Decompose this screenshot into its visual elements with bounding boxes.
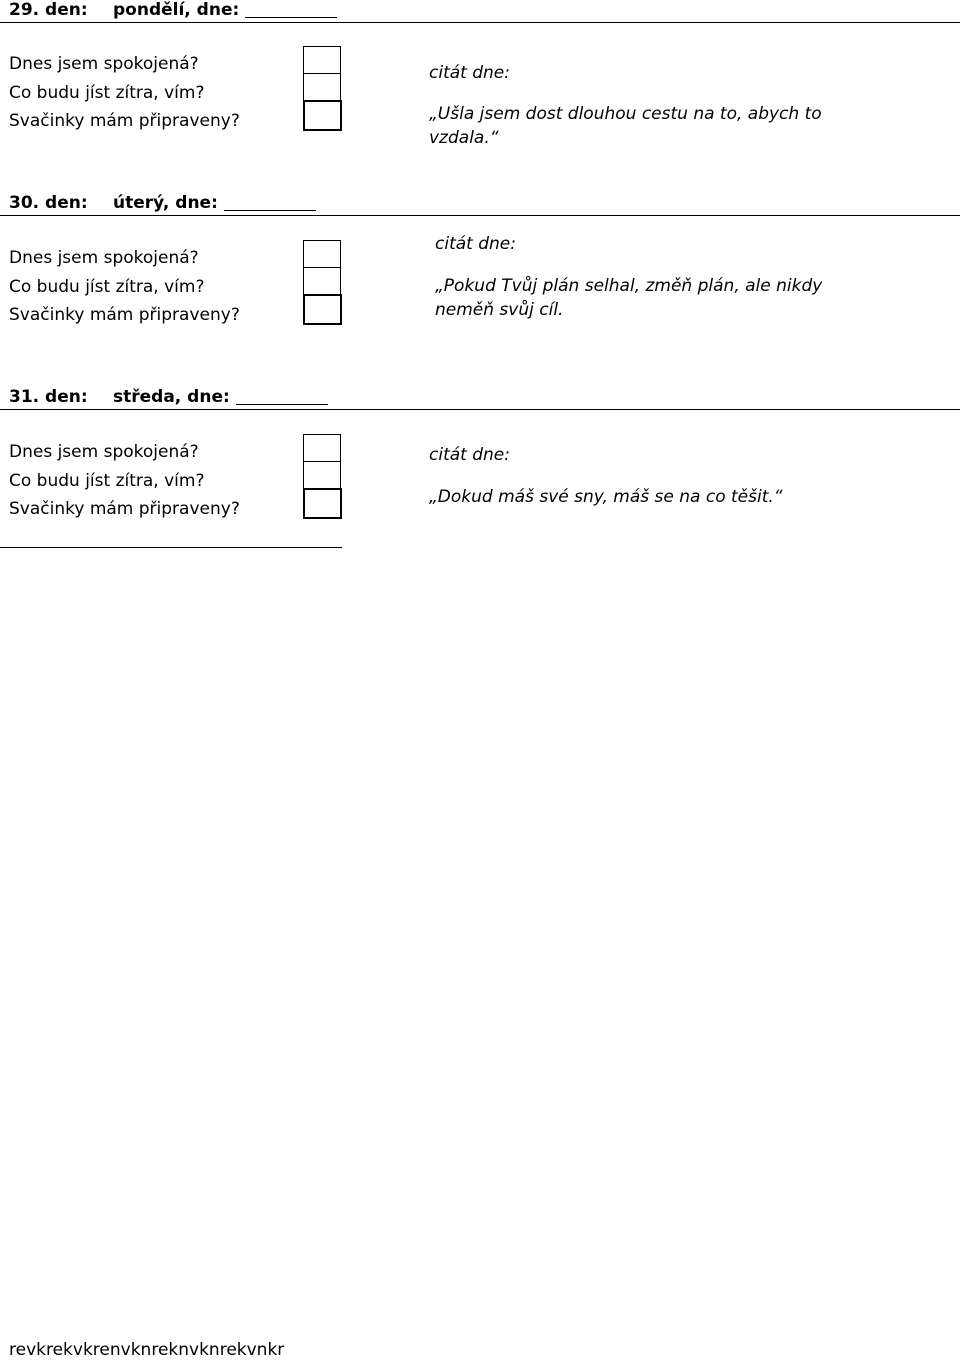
question-satisfied: Dnes jsem spokojená? (9, 248, 199, 268)
question-satisfied: Dnes jsem spokojená? (9, 54, 199, 74)
day-name-label: pondělí, dne: (113, 0, 240, 20)
quote-text: „Ušla jsem dost dlouhou cestu na to, abych to vzdala.“ (429, 104, 822, 148)
day-header (0, 387, 960, 410)
question-food: Co budu jíst zítra, vím? (9, 82, 205, 103)
quote-label: citát dne: (435, 234, 516, 254)
end-divider (0, 547, 342, 548)
quote-text: „Dokud máš své sny, máš se na co těšit.“ (429, 487, 783, 507)
checkbox-food[interactable] (303, 267, 341, 295)
checkbox-snacks[interactable] (303, 488, 342, 519)
footer-text: revkrekvkrenvknreknvknrekvnkr (9, 1340, 285, 1360)
question-snacks: Svačinky mám připraveny? (9, 499, 240, 519)
checkbox-satisfied[interactable] (303, 46, 341, 74)
day-header (0, 0, 960, 23)
day-number: 29. den: (9, 0, 88, 20)
checkbox-group (303, 47, 341, 131)
question-snacks: Svačinky mám připraveny? (9, 305, 240, 325)
date-blank[interactable] (224, 193, 316, 211)
quote-label: citát dne: (429, 445, 510, 465)
day-number: 30. den: (9, 193, 88, 213)
date-blank[interactable] (236, 387, 328, 405)
day-number: 31. den: (9, 387, 88, 407)
checkbox-snacks[interactable] (303, 100, 342, 131)
date-blank[interactable] (245, 0, 337, 18)
checkbox-food[interactable] (303, 461, 341, 489)
question-food: Co budu jíst zítra, vím? (9, 470, 205, 491)
question-food: Co budu jíst zítra, vím? (9, 276, 205, 297)
question-satisfied: Dnes jsem spokojená? (9, 442, 199, 462)
question-list (9, 438, 240, 524)
checkbox-satisfied[interactable] (303, 434, 341, 462)
day-name (113, 0, 337, 20)
question-list (9, 50, 240, 136)
checkbox-group (303, 435, 341, 519)
quote-label: citát dne: (429, 63, 510, 83)
question-list (9, 244, 240, 330)
question-snacks: Svačinky mám připraveny? (9, 111, 240, 131)
day-name (113, 193, 316, 213)
day-name-label: úterý, dne: (113, 193, 218, 213)
day-header (0, 193, 960, 216)
checkbox-satisfied[interactable] (303, 240, 341, 268)
checkbox-snacks[interactable] (303, 294, 342, 325)
day-name-label: středa, dne: (113, 387, 230, 407)
checkbox-food[interactable] (303, 73, 341, 101)
checkbox-group (303, 241, 341, 325)
day-name (113, 387, 328, 407)
quote-text: „Pokud Tvůj plán selhal, změň plán, ale nikdy neměň svůj cíl. (435, 276, 823, 320)
